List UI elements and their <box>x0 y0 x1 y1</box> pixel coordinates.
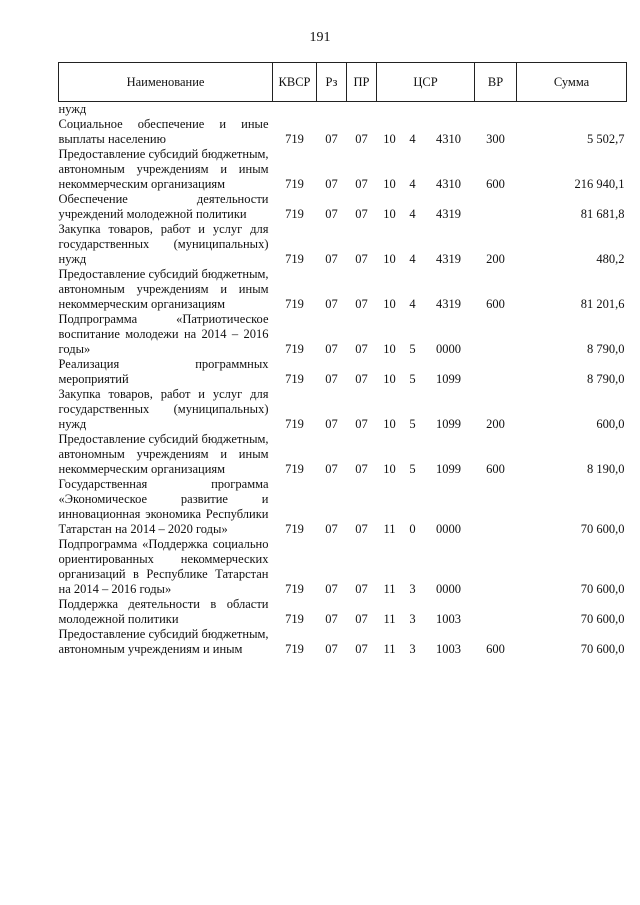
csr-direction-cell: 0000 <box>436 522 461 536</box>
sum-cell: 8 790,0 <box>587 342 625 356</box>
kvsr-cell: 719 <box>285 642 304 656</box>
rz-cell: 07 <box>325 417 338 431</box>
sum-cell: 600,0 <box>596 417 625 431</box>
table-row <box>59 627 627 657</box>
kvsr-cell: 719 <box>285 582 304 596</box>
table-row <box>59 222 627 267</box>
vr-cell <box>475 357 517 387</box>
table-row <box>59 312 627 357</box>
vr-cell <box>475 192 517 222</box>
csr-subprogram-cell: 3 <box>409 642 416 656</box>
vr-cell <box>475 477 517 537</box>
name-cell: Реализация программных мероприятий <box>58 357 269 386</box>
sum-cell: 70 600,0 <box>580 522 625 536</box>
csr-direction-cell: 0000 <box>436 342 461 356</box>
vr-cell <box>475 312 517 357</box>
csr-program-cell: 10 <box>383 132 396 146</box>
csr-direction-cell: 4310 <box>436 177 461 191</box>
kvsr-cell: 719 <box>285 177 304 191</box>
rz-cell: 07 <box>325 297 338 311</box>
vr-cell: 300 <box>486 132 505 146</box>
csr-subprogram-cell: 3 <box>409 612 416 626</box>
table-row <box>59 597 627 627</box>
kvsr-cell: 719 <box>285 297 304 311</box>
csr-program-cell <box>377 102 403 118</box>
csr-direction-cell: 4319 <box>436 297 461 311</box>
table-row <box>59 267 627 312</box>
csr-direction-cell: 1099 <box>436 462 461 476</box>
csr-direction-cell: 4310 <box>436 132 461 146</box>
table-header-row <box>59 63 627 102</box>
header-rz: Рз <box>317 63 347 102</box>
name-cell: Государственная программа «Экономическое развитие и инновационная экономика Республики Татарстан на 2014 – 2020 годы» <box>58 477 269 536</box>
kvsr-cell: 719 <box>285 342 304 356</box>
csr-direction-cell: 1099 <box>436 417 461 431</box>
csr-subprogram-cell: 4 <box>409 297 416 311</box>
rz-cell: 07 <box>325 462 338 476</box>
kvsr-cell: 719 <box>285 522 304 536</box>
csr-program-cell: 10 <box>383 372 396 386</box>
vr-cell: 200 <box>486 417 505 431</box>
pr-cell: 07 <box>355 177 368 191</box>
kvsr-cell: 719 <box>285 207 304 221</box>
vr-cell <box>475 537 517 597</box>
header-pr: ПР <box>347 63 377 102</box>
pr-cell: 07 <box>355 207 368 221</box>
csr-subprogram-cell: 5 <box>409 417 416 431</box>
rz-cell: 07 <box>325 177 338 191</box>
csr-direction-cell: 4319 <box>436 252 461 266</box>
csr-direction-cell: 4319 <box>436 207 461 221</box>
table-body <box>59 102 627 658</box>
pr-cell: 07 <box>355 252 368 266</box>
csr-direction-cell: 0000 <box>436 582 461 596</box>
csr-subprogram-cell: 3 <box>409 582 416 596</box>
rz-cell: 07 <box>325 372 338 386</box>
sum-cell: 5 502,7 <box>587 132 625 146</box>
csr-subprogram-cell: 5 <box>409 372 416 386</box>
pr-cell: 07 <box>355 297 368 311</box>
csr-subprogram-cell: 5 <box>409 462 416 476</box>
kvsr-cell: 719 <box>285 252 304 266</box>
table-row <box>59 357 627 387</box>
name-cell: Социальное обеспечение и иные выплаты населению <box>58 117 269 146</box>
rz-cell: 07 <box>325 522 338 536</box>
vr-cell: 600 <box>486 462 505 476</box>
sum-cell: 70 600,0 <box>580 642 625 656</box>
kvsr-cell: 719 <box>285 132 304 146</box>
csr-direction-cell: 1099 <box>436 372 461 386</box>
pr-cell: 07 <box>355 582 368 596</box>
csr-direction-cell <box>423 102 475 118</box>
header-sum: Сумма <box>517 63 627 102</box>
pr-cell: 07 <box>355 372 368 386</box>
name-cell: Закупка товаров, работ и услуг для государственных (муниципальных) нужд <box>58 387 269 431</box>
name-cell: Предоставление субсидий бюджетным, автономным учреждениям и иным некоммерческим организациям <box>58 147 269 191</box>
budget-table <box>58 62 627 657</box>
table-row <box>59 432 627 477</box>
csr-program-cell: 10 <box>383 207 396 221</box>
pr-cell: 07 <box>355 342 368 356</box>
name-cell: Обеспечение деятельности учреждений молодежной политики <box>58 192 269 221</box>
header-vr: ВР <box>475 63 517 102</box>
rz-cell: 07 <box>325 252 338 266</box>
name-cell: Предоставление субсидий бюджетным, автономным учреждениям и иным некоммерческим организациям <box>58 432 269 476</box>
csr-program-cell: 10 <box>383 462 396 476</box>
vr-cell: 600 <box>486 642 505 656</box>
table-row <box>59 147 627 192</box>
pr-cell <box>347 102 377 118</box>
name-cell: Подпрограмма «Поддержка социально ориентированных некоммерческих организаций в Республике Татарстан на 2014 – 2016 годы» <box>58 537 269 596</box>
table-row <box>59 102 627 118</box>
csr-program-cell: 10 <box>383 417 396 431</box>
csr-program-cell: 10 <box>383 342 396 356</box>
header-csr: ЦСР <box>377 63 475 102</box>
table-row <box>59 192 627 222</box>
pr-cell: 07 <box>355 417 368 431</box>
kvsr-cell: 719 <box>285 372 304 386</box>
table-row <box>59 537 627 597</box>
name-cell: Предоставление субсидий бюджетным, автономным учреждениям и иным <box>58 627 269 656</box>
pr-cell: 07 <box>355 612 368 626</box>
table-row <box>59 117 627 147</box>
csr-program-cell: 11 <box>383 522 396 536</box>
sum-cell: 480,2 <box>596 252 625 266</box>
vr-cell <box>475 102 517 118</box>
csr-subprogram-cell: 0 <box>409 522 416 536</box>
header-kvsr: КВСР <box>273 63 317 102</box>
kvsr-cell <box>273 102 317 118</box>
pr-cell: 07 <box>355 462 368 476</box>
csr-program-cell: 10 <box>383 177 396 191</box>
table-row <box>59 477 627 537</box>
name-cell: нужд <box>58 102 87 116</box>
header-name: Наименование <box>59 63 273 102</box>
table-row <box>59 387 627 432</box>
vr-cell <box>475 597 517 627</box>
rz-cell: 07 <box>325 207 338 221</box>
sum-cell: 216 940,1 <box>574 177 625 191</box>
name-cell: Поддержка деятельности в области молодежной политики <box>58 597 269 626</box>
kvsr-cell: 719 <box>285 612 304 626</box>
vr-cell: 600 <box>486 297 505 311</box>
rz-cell: 07 <box>325 612 338 626</box>
sum-cell: 8 790,0 <box>587 372 625 386</box>
sum-cell: 81 201,6 <box>580 297 625 311</box>
csr-direction-cell: 1003 <box>436 612 461 626</box>
pr-cell: 07 <box>355 642 368 656</box>
csr-subprogram-cell: 4 <box>409 177 416 191</box>
csr-subprogram-cell <box>403 102 423 118</box>
name-cell: Подпрограмма «Патриотическое воспитание молодежи на 2014 – 2016 годы» <box>58 312 269 356</box>
vr-cell: 200 <box>486 252 505 266</box>
csr-subprogram-cell: 5 <box>409 342 416 356</box>
kvsr-cell: 719 <box>285 417 304 431</box>
page-number: 191 <box>309 30 331 45</box>
rz-cell: 07 <box>325 642 338 656</box>
sum-cell <box>517 102 627 118</box>
csr-program-cell: 11 <box>383 612 396 626</box>
rz-cell: 07 <box>325 342 338 356</box>
sum-cell: 70 600,0 <box>580 582 625 596</box>
sum-cell: 81 681,8 <box>580 207 625 221</box>
rz-cell <box>317 102 347 118</box>
rz-cell: 07 <box>325 132 338 146</box>
kvsr-cell: 719 <box>285 462 304 476</box>
csr-program-cell: 11 <box>383 642 396 656</box>
sum-cell: 70 600,0 <box>580 612 625 626</box>
sum-cell: 8 190,0 <box>587 462 625 476</box>
csr-subprogram-cell: 4 <box>409 252 416 266</box>
csr-subprogram-cell: 4 <box>409 207 416 221</box>
csr-program-cell: 10 <box>383 252 396 266</box>
pr-cell: 07 <box>355 522 368 536</box>
vr-cell: 600 <box>486 177 505 191</box>
csr-direction-cell: 1003 <box>436 642 461 656</box>
csr-program-cell: 10 <box>383 297 396 311</box>
name-cell: Предоставление субсидий бюджетным, автономным учреждениям и иным некоммерческим организациям <box>58 267 269 311</box>
csr-subprogram-cell: 4 <box>409 132 416 146</box>
name-cell: Закупка товаров, работ и услуг для государственных (муниципальных) нужд <box>58 222 269 266</box>
csr-program-cell: 11 <box>383 582 396 596</box>
rz-cell: 07 <box>325 582 338 596</box>
pr-cell: 07 <box>355 132 368 146</box>
